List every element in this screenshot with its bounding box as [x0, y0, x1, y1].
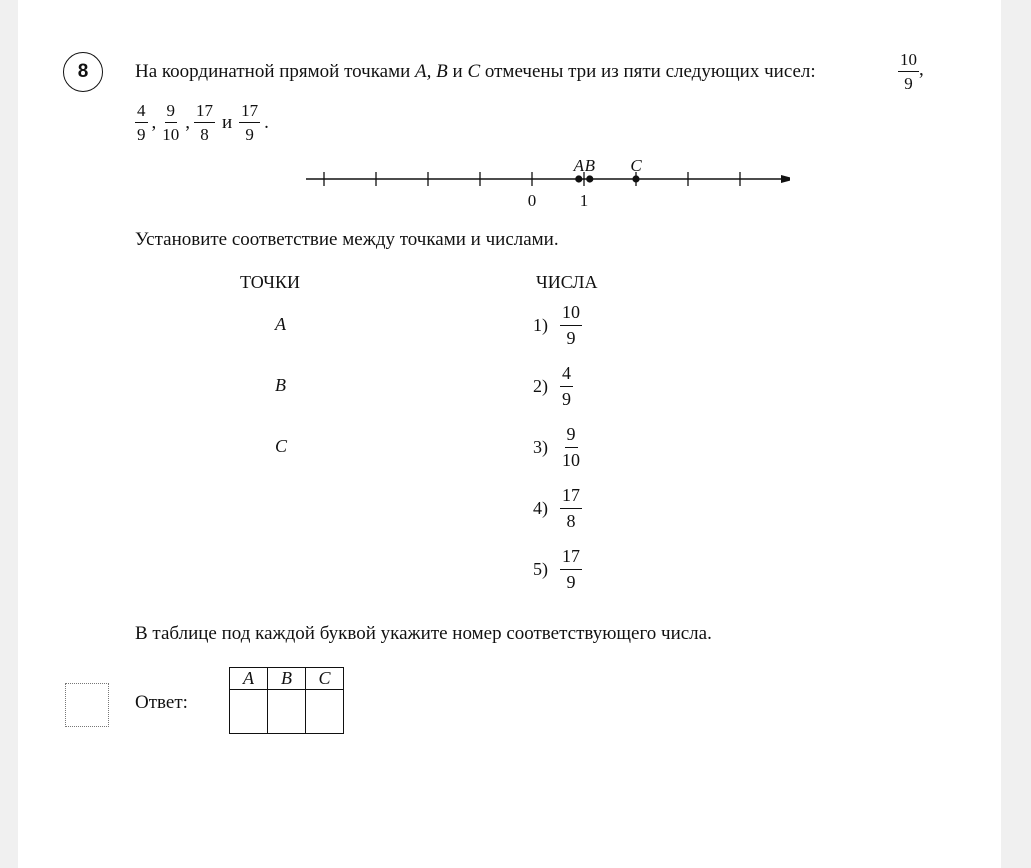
answer-cell-b[interactable] — [268, 690, 306, 734]
instruction-text: Установите соответствие между точками и числами. — [135, 229, 559, 250]
fraction-separator: , — [151, 111, 157, 133]
answer-score-box — [65, 683, 109, 727]
fraction-numerator: 10 — [560, 302, 582, 326]
number-line — [280, 150, 790, 214]
fraction-denominator: 9 — [566, 328, 576, 348]
fraction-numerator: 4 — [560, 363, 573, 387]
number-option-1 — [533, 302, 582, 349]
fraction-denominator: 8 — [200, 125, 209, 144]
point-c-label: C — [630, 156, 642, 175]
fraction-denominator: 9 — [904, 74, 913, 93]
task-intro: На координатной прямой точками — [135, 61, 411, 82]
fraction-numerator: 9 — [165, 101, 178, 123]
fraction-denominator: 10 — [162, 125, 180, 144]
fraction-denominator: 9 — [562, 389, 571, 409]
point-b-dot — [586, 175, 593, 182]
fraction-numerator: 4 — [135, 101, 148, 123]
option-label: 4) — [533, 498, 548, 518]
fraction-denominator: 8 — [566, 511, 576, 531]
fraction-numerator: 17 — [194, 101, 215, 123]
fraction-numerator: 9 — [565, 424, 578, 448]
number-option-2 — [533, 363, 573, 410]
answer-table-input-row — [230, 690, 344, 734]
answer-column-a: A — [230, 668, 268, 690]
point-b-label: B — [584, 156, 595, 175]
option-label: 2) — [533, 376, 548, 396]
answer-cell-a[interactable] — [230, 690, 268, 734]
task-point-b: B — [436, 61, 448, 82]
answer-table-header-row — [230, 668, 344, 690]
fraction-separator: . — [264, 111, 269, 133]
task-point-a: A, — [415, 61, 432, 82]
fraction-separator: , — [185, 111, 190, 133]
point-a-label: A — [573, 156, 584, 175]
fraction-denominator: 9 — [245, 125, 254, 144]
point-c-dot — [632, 175, 639, 182]
axis-arrow-icon — [781, 175, 790, 183]
number-option-3 — [533, 424, 582, 471]
fraction-numerator: 17 — [560, 546, 582, 570]
fraction-numerator: 10 — [898, 50, 919, 72]
fraction-separator: , — [919, 59, 924, 81]
option-label: 5) — [533, 559, 548, 579]
number-option-4 — [533, 485, 582, 532]
point-item-c: C — [275, 436, 288, 456]
fraction-denominator: 10 — [562, 450, 580, 470]
fraction-separator: и — [222, 111, 233, 133]
answer-column-b: B — [268, 668, 306, 690]
points-column-header: ТОЧКИ — [240, 272, 301, 292]
point-item-a: A — [275, 314, 286, 334]
task-intro-line — [135, 61, 816, 83]
table-instruction-text: В таблице под каждой буквой укажите номер соответствующего числа. — [135, 623, 712, 644]
point-item-b: B — [275, 375, 286, 395]
task-point-c: C — [467, 61, 481, 82]
answer-column-c: C — [306, 668, 344, 690]
task-and-word: и — [452, 61, 463, 82]
option-label: 1) — [533, 315, 548, 335]
numbers-column-header: ЧИСЛА — [536, 272, 598, 292]
fraction-denominator: 9 — [566, 572, 576, 592]
unit-label: 1 — [579, 191, 589, 210]
task-page — [18, 0, 1001, 868]
task-number-badge: 8 — [63, 52, 103, 92]
task-intro-tail: отмечены три из пяти следующих чисел: — [484, 61, 816, 82]
fraction-numerator: 17 — [239, 101, 260, 123]
number-fraction-1 — [898, 50, 924, 93]
number-option-5 — [533, 546, 582, 593]
fraction-denominator: 9 — [137, 125, 146, 144]
point-a-dot — [575, 175, 582, 182]
option-label: 3) — [533, 437, 548, 457]
number-list-line — [135, 101, 269, 144]
answer-cell-c[interactable] — [306, 690, 344, 734]
origin-label: 0 — [527, 191, 537, 210]
answer-table — [229, 667, 344, 734]
answer-label: Ответ: — [135, 692, 188, 713]
fraction-numerator: 17 — [560, 485, 582, 509]
